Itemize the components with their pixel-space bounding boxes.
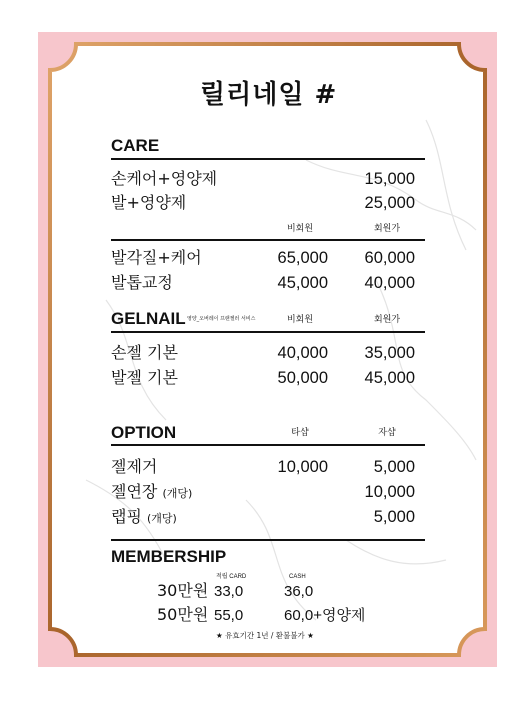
option-item-name: 랩핑 [111, 507, 142, 526]
care-member-price: 40,000 [364, 274, 415, 292]
membership-amount: 30만원 [157, 581, 209, 600]
gelnail-nonmember-price: 40,000 [277, 344, 328, 362]
care-rule [111, 158, 425, 160]
gelnail-member-price: 45,000 [364, 369, 415, 387]
option-item [111, 484, 192, 500]
menu-card [46, 40, 489, 659]
membership-amount: 50만원 [157, 605, 209, 624]
col-cash-label: CASH [289, 574, 306, 580]
membership-card-value: 33,0 [214, 583, 244, 600]
gelnail-subtitle: 영양_오버레이 프랜젤러 서비스 [187, 316, 256, 322]
gelnail-member-price: 35,000 [364, 344, 415, 362]
option-self-price: 10,000 [364, 483, 415, 501]
col-member-label: 회원가 [373, 224, 401, 234]
care-item-name: 발+영양제 [111, 193, 187, 212]
shop-title: 릴리네일 # [200, 80, 338, 110]
membership-rule [111, 539, 425, 541]
option-self-price: 5,000 [373, 508, 415, 526]
option-other-price: 10,000 [277, 458, 328, 476]
membership-heading: MEMBERSHIP [111, 547, 227, 566]
gelnail-item-name: 손젤 기본 [111, 343, 178, 362]
care-item-name: 발톱교정 [111, 273, 173, 292]
gelnail-nonmember-price: 50,000 [277, 369, 328, 387]
col-member-label: 회원가 [373, 315, 401, 325]
care-item-price: 25,000 [364, 194, 415, 212]
care-item-name: 발각질+케어 [111, 248, 202, 267]
option-item-unit: (개당) [162, 487, 193, 500]
option-item [111, 509, 177, 525]
col-own-shop-label: 자샵 [378, 428, 396, 438]
care-item-name: 손케어+영양제 [111, 169, 218, 188]
option-self-price: 5,000 [373, 458, 415, 476]
care-nonmember-price: 45,000 [277, 274, 328, 292]
gelnail-item-name: 발젤 기본 [111, 368, 178, 387]
col-nonmember-label: 비회원 [286, 224, 314, 234]
care-rule-2 [111, 239, 425, 241]
care-member-price: 60,000 [364, 249, 415, 267]
membership-card-value: 55,0 [214, 607, 244, 624]
col-card-label: 적립 CARD [216, 574, 247, 580]
option-rule [111, 444, 425, 446]
col-nonmember-label: 비회원 [286, 315, 314, 325]
col-other-shop-label: 타샵 [291, 428, 309, 438]
care-nonmember-price: 65,000 [277, 249, 328, 267]
care-heading: CARE [111, 136, 160, 155]
gelnail-heading: GELNAIL [111, 309, 186, 328]
membership-cash-value: 36,0 [284, 583, 314, 600]
care-item-price: 15,000 [364, 170, 415, 188]
option-item-unit: (개당) [147, 512, 177, 525]
option-item-name: 젤연장 [111, 482, 158, 501]
gelnail-rule [111, 331, 425, 333]
option-item-name: 젤제거 [111, 457, 158, 476]
membership-note: ★ 유효기간 1년 / 환불불가 ★ [216, 631, 314, 640]
option-heading: OPTION [111, 423, 177, 442]
option-item [111, 459, 157, 475]
membership-cash-value: 60,0+영양제 [284, 607, 366, 624]
